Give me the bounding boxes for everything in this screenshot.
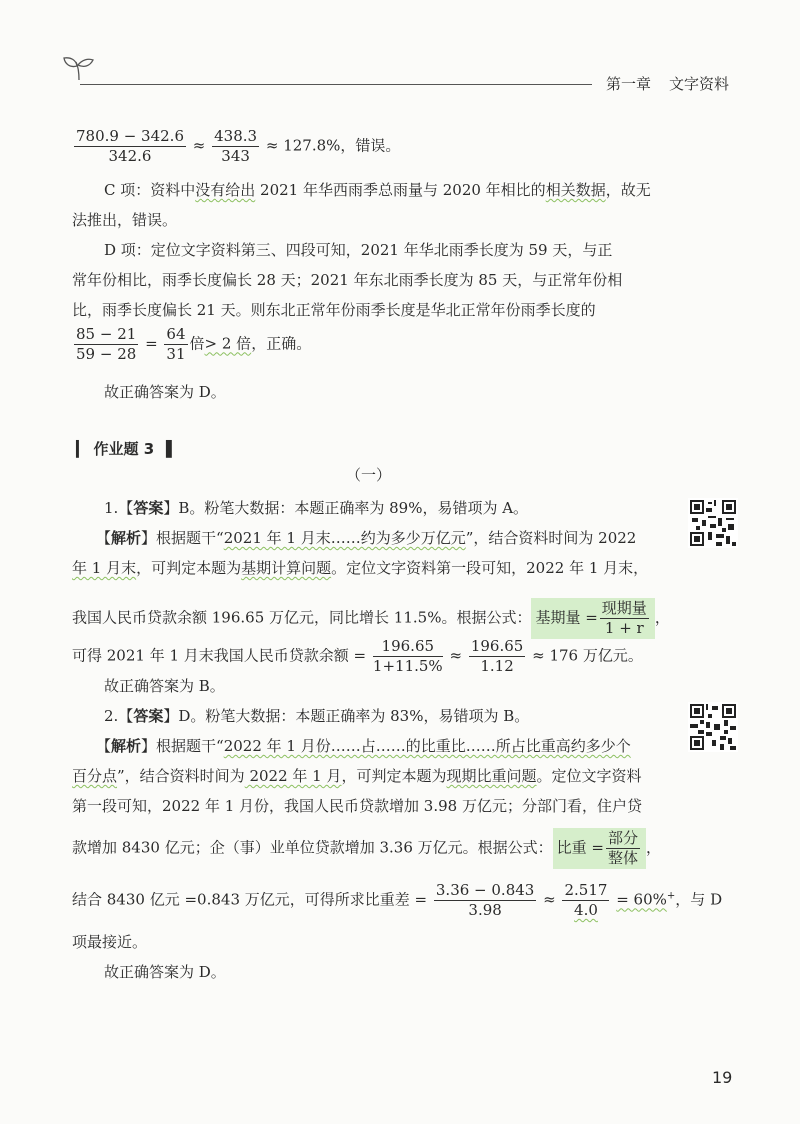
leaf-icon xyxy=(62,54,96,82)
header-rule xyxy=(80,84,592,85)
qr-code-1[interactable] xyxy=(688,498,738,548)
header-chapter: 第一章 文字资料 xyxy=(606,75,730,93)
formula-highlight: 基期量 = $\frac{\text{现期量}}{1 + r}$ xyxy=(531,598,654,639)
fraction: $\frac{85 - 21}{59 - 28}$ xyxy=(76,325,137,363)
q2-analysis-line-5: 结合 8430 亿元 =0.843 万亿元，可得所求比重差 = $\frac{3.36 - 0.843}{3.98}$ ≈ $\frac{2.517}{4.0}$ = 60%+，与 D xyxy=(72,881,723,919)
q1-analysis-line-1: 【解析】根据题干“2021 年 1 月末……约为多少万亿元”，结合资料时间为 2022 xyxy=(96,529,637,547)
section-title: ▎ 作业题 3 ▐ xyxy=(76,440,172,458)
fraction: $\frac{780.9 - 342.6}{342.6}$ xyxy=(76,127,184,165)
formula-highlight: 比重 = $\frac{\text{部分}}{\text{整体}}$ xyxy=(553,828,646,869)
d-item-line-2: 常年份相比，雨季长度偏长 28 天；2021 年东北雨季长度为 85 天，与正常年份相 xyxy=(72,271,623,289)
d-item-line-3: 比，雨季长度偏长 21 天。则东北正常年份雨季长度是华北正常年份雨季长度的 xyxy=(72,301,596,319)
q2-final-answer: 故正确答案为 D。 xyxy=(104,963,226,981)
q1-final-answer: 故正确答案为 B。 xyxy=(104,677,225,695)
q2-analysis-line-4: 款增加 8430 亿元；企（事）业单位贷款增加 3.36 万亿元。根据公式： 比重 = $\frac{\text{部分}}{\text{整体}}$ ， xyxy=(72,829,662,867)
answer-1: 故正确答案为 D。 xyxy=(104,383,226,401)
q2-analysis-line-1: 【解析】根据题干“2022 年 1 月份……占……的比重比……所占比重高约多少个 xyxy=(96,737,631,755)
q1-analysis-line-3: 我国人民币贷款余额 196.65 万亿元，同比增长 11.5%。根据公式： 基期量 = $\frac{\text{现期量}}{1 + r}$ ， xyxy=(72,599,670,637)
d-item-formula: $\frac{85 - 21}{59 - 28}$ = $\frac{64}{31}$ 倍> 2 倍，正确。 xyxy=(76,325,312,363)
sub-title: （一） xyxy=(346,466,392,484)
c-item-line-1: C 项：资料中没有给出 2021 年华西雨季总雨量与 2020 年相比的相关数据，故无 xyxy=(104,181,651,199)
d-item-line-1: D 项：定位文字资料第三、四段可知，2021 年华北雨季长度为 59 天，与正 xyxy=(104,241,613,259)
q1-analysis-line-2: 年 1 月末，可判定本题为基期计算问题。定位文字资料第一段可知，2022 年 1 月末， xyxy=(72,559,649,577)
q2-analysis-line-2: 百分点”，结合资料时间为 2022 年 1 月，可判定本题为现期比重问题。定位文字资料 xyxy=(72,767,642,785)
q1-answer-head: 1.【答案】B。粉笔大数据：本题正确率为 89%，易错项为 A。 xyxy=(104,499,529,517)
q1-analysis-line-4: 可得 2021 年 1 月末我国人民币贷款余额 = $\frac{196.65}{1+11.5\%}$ ≈ $\frac{196.65}{1.12}$ ≈ 176 万亿元。 xyxy=(72,637,643,675)
fraction: $\frac{438.3}{343}$ xyxy=(214,127,258,165)
q2-answer-head: 2.【答案】D。粉笔大数据：本题正确率为 83%，易错项为 B。 xyxy=(104,707,530,725)
qr-code-2[interactable] xyxy=(688,702,738,752)
formula-line-1: $\frac{780.9 - 342.6}{342.6}$ ≈ $\frac{438.3}{343}$ ≈ 127.8%，错误。 xyxy=(76,127,401,165)
c-item-line-2: 法推出，错误。 xyxy=(72,211,178,229)
q2-analysis-line-6: 项最接近。 xyxy=(72,933,148,951)
page-number: 19 xyxy=(712,1068,733,1087)
fraction: $\frac{64}{31}$ xyxy=(166,325,186,363)
q2-analysis-line-3: 第一段可知，2022 年 1 月份，我国人民币贷款增加 3.98 万亿元；分部门看，住户贷 xyxy=(72,797,642,815)
